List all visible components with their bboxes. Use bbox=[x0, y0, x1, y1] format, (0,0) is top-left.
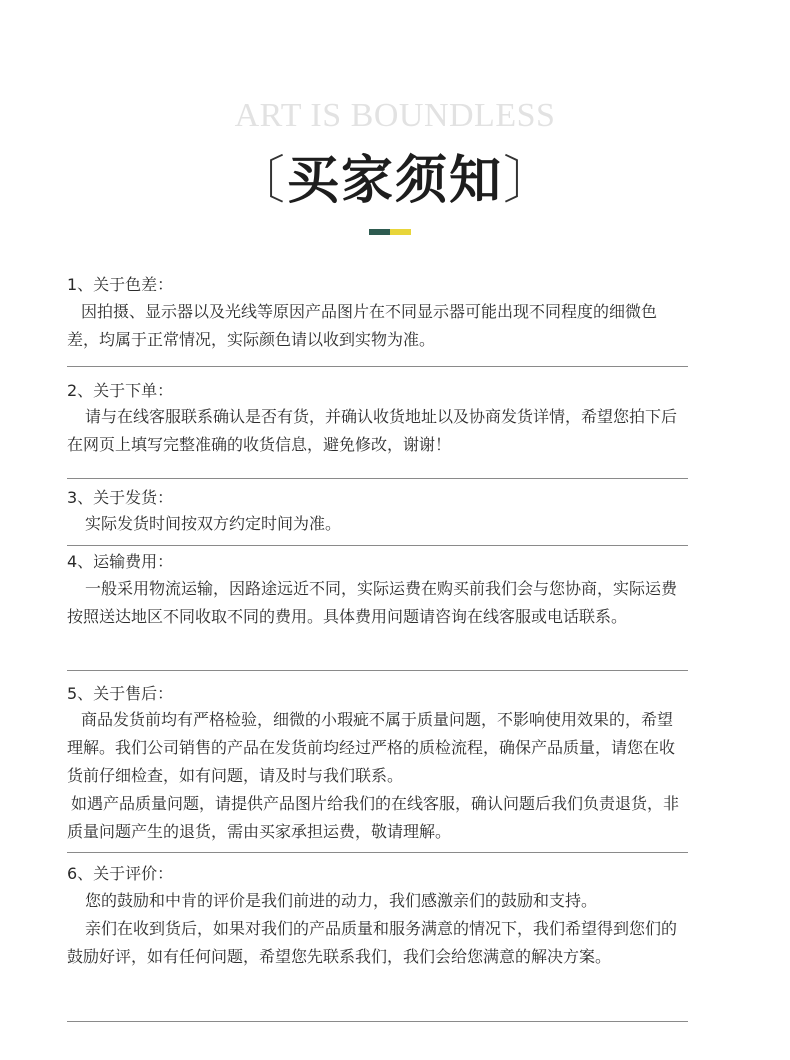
accent-bar-green bbox=[369, 229, 390, 235]
title-bracket-open: 〔 bbox=[232, 151, 287, 211]
section-reviews bbox=[67, 861, 688, 1022]
section-paragraph: 因拍摄、显示器以及光线等原因产品图片在不同显示器可能出现不同程度的细微色差，均属于正常情况，实际颜色请以收到实物为准。 bbox=[67, 302, 658, 349]
section-title: 3、关于发货： bbox=[67, 488, 174, 507]
section-title: 2、关于下单： bbox=[67, 381, 174, 400]
section-title: 5、关于售后： bbox=[67, 684, 174, 703]
section-paragraph: 您的鼓励和中肯的评价是我们前进的动力，我们感激亲们的鼓励和支持。 bbox=[85, 891, 598, 910]
section-paragraph: 如遇产品质量问题，请提供产品图片给我们的在线客服，确认问题后我们负责退货，非质量问题产生的退货，需由买家承担运费，敬请理解。 bbox=[67, 794, 680, 841]
accent-bar-yellow bbox=[390, 229, 411, 235]
page-title-text: 买家须知 bbox=[286, 150, 503, 211]
section-paragraph: 实际发货时间按双方约定时间为准。 bbox=[85, 514, 342, 533]
header-subtitle-en: ART IS BOUNDLESS bbox=[234, 97, 556, 134]
section-title: 1、关于色差： bbox=[67, 275, 174, 294]
section-after-sales bbox=[67, 681, 688, 853]
section-shipping bbox=[67, 485, 688, 546]
section-color-difference bbox=[67, 272, 688, 367]
section-shipping-fees bbox=[67, 549, 688, 671]
section-title: 6、关于评价： bbox=[67, 864, 174, 883]
section-paragraph: 一般采用物流运输，因路途远近不同，实际运费在购买前我们会与您协商，实际运费按照送达地区不同收取不同的费用。具体费用问题请咨询在线客服或电话联系。 bbox=[67, 579, 678, 626]
section-title: 4、运输费用： bbox=[67, 552, 174, 571]
section-paragraph: 商品发货前均有严格检验，细微的小瑕疵不属于质量问题，不影响使用效果的，希望理解。我们公司销售的产品在发货前均经过严格的质检流程，确保产品质量，请您在收货前仔细检查，如有问题，请及时与我们联系。 bbox=[67, 710, 676, 785]
section-paragraph: 请与在线客服联系确认是否有货，并确认收货地址以及协商发货详情，希望您拍下后在网页上填写完整准确的收货信息，避免修改，谢谢！ bbox=[67, 407, 678, 454]
notice-sections bbox=[67, 272, 688, 1022]
section-ordering bbox=[67, 378, 688, 479]
title-bracket-close: 〕 bbox=[503, 151, 558, 211]
page-title bbox=[0, 138, 790, 213]
section-paragraph: 亲们在收到货后，如果对我们的产品质量和服务满意的情况下，我们希望得到您们的鼓励好评，如有任何问题，希望您先联系我们，我们会给您满意的解决方案。 bbox=[67, 919, 678, 966]
